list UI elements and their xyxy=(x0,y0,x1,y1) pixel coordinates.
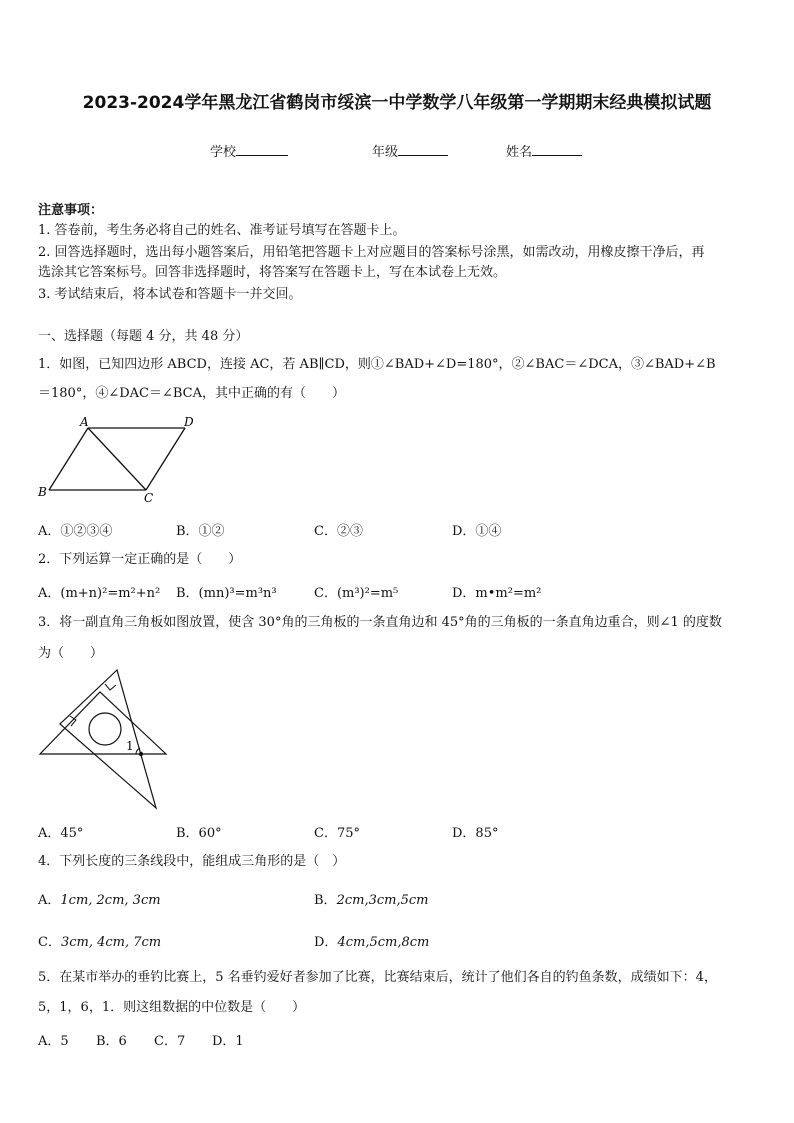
q4-option-b-text: 2cm,3cm,5cm xyxy=(336,893,429,908)
q4-option-c-text: 3cm, 4cm, 7cm xyxy=(60,935,162,950)
q2-option-b: B．(mn)³=m³n³ xyxy=(176,586,277,601)
q5-option-b: B．6 xyxy=(96,1034,127,1049)
q1-stem-line2: ＝180°，④∠DAC＝∠BCA，其中正确的有（ ） xyxy=(38,386,345,401)
q5-stem-line2: 5，1，6，1．则这组数据的中位数是（ ） xyxy=(38,1000,306,1015)
label-A: A xyxy=(80,415,89,429)
notice-item-3: 3. 考试结束后，将本试卷和答题卡一并交回。 xyxy=(38,287,302,302)
notice-item-2-cont: 选涂其它答案标号。回答非选择题时，将答案写在答题卡上，写在本试卷上无效。 xyxy=(38,265,507,280)
q4-option-c-letter: C． xyxy=(38,935,61,950)
exam-title: 2023-2024学年黑龙江省鹤岗市绥滨一中学数学八年级第一学期期末经典模拟试题 xyxy=(82,93,712,113)
grade-blank xyxy=(398,141,448,156)
school-label: 学校 xyxy=(210,145,237,160)
q1-option-c: C．②③ xyxy=(314,524,363,539)
label-D: D xyxy=(184,415,194,429)
q4-option-d-text: 4cm,5cm,8cm xyxy=(337,935,430,950)
q3-triangle-set-figure xyxy=(30,662,180,812)
notice-item-1-text: 1. 答卷前，考生务必将自己的姓名、准考证号填写在答题卡上。 xyxy=(38,223,406,238)
q4-option-b-letter: B． xyxy=(314,893,337,908)
q5-option-c: C．7 xyxy=(154,1034,186,1049)
q3-option-b: B．60° xyxy=(176,826,222,841)
q2-option-c: C．(m³)²=m⁵ xyxy=(314,586,399,601)
section-heading: 一、选择题（每题 4 分，共 48 分） xyxy=(38,329,249,344)
angle-1-label: 1 xyxy=(126,739,134,753)
q4-option-a-text: 1cm, 2cm, 3cm xyxy=(60,893,161,908)
q3-stem-line1: 3．将一副直角三角板如图放置，使含 30°角的三角板的一条直角边和 45°角的三角板的一条直角边重合，则∠1 的度数 xyxy=(38,615,722,630)
notice-heading: 注意事项： xyxy=(38,203,104,218)
q1-option-d: D．①④ xyxy=(452,524,502,539)
q4-option-d xyxy=(314,931,429,950)
school-blank xyxy=(236,141,288,156)
q2-stem: 2．下列运算一定正确的是（ ） xyxy=(38,552,242,567)
q4-option-d-letter: D． xyxy=(314,935,338,950)
name-label: 姓名 xyxy=(506,145,533,160)
name-field xyxy=(506,141,582,160)
notice-item-2: 2. 回答选择题时，选出每小题答案后，用铅笔把答题卡上对应题目的答案标号涂黑，如需改动，用橡皮擦干净后，再 xyxy=(38,245,705,260)
q5-option-a: A．5 xyxy=(38,1034,69,1049)
q3-option-a: A．45° xyxy=(38,826,84,841)
q1-option-b: B．①② xyxy=(176,524,225,539)
q4-option-b xyxy=(314,889,428,908)
q1-option-a: A．①②③④ xyxy=(38,524,113,539)
name-blank xyxy=(532,141,582,156)
q5-stem-line1: 5．在某市举办的垂钓比赛上，5 名垂钓爱好者参加了比赛，比赛结束后，统计了他们各自的钓鱼条数，成绩如下：4， xyxy=(38,970,717,985)
grade-label: 年级 xyxy=(372,145,399,160)
notice-item-1 xyxy=(38,222,758,240)
q5-option-d: D．1 xyxy=(212,1034,244,1049)
school-field xyxy=(210,141,288,160)
q2-option-d: D．m•m²=m² xyxy=(452,586,542,601)
q4-option-c xyxy=(38,931,161,950)
q1-parallelogram-figure xyxy=(30,408,210,508)
q4-option-a-letter: A． xyxy=(38,893,61,908)
label-B: B xyxy=(38,485,47,499)
q3-stem-line2: 为（ ） xyxy=(38,646,104,661)
q4-option-a xyxy=(38,889,161,908)
q3-option-d: D．85° xyxy=(452,826,499,841)
student-info-row xyxy=(0,141,794,161)
q4-stem: 4．下列长度的三条线段中，能组成三角形的是（ ） xyxy=(38,854,346,869)
q2-option-a: A．(m+n)²=m²+n² xyxy=(38,586,161,601)
q1-stem-line1: 1．如图，已知四边形 ABCD，连接 AC，若 AB∥CD，则①∠BAD+∠D=180°，②∠BAC＝∠DCA，③∠BAD+∠B xyxy=(38,357,716,372)
q3-option-c: C．75° xyxy=(314,826,360,841)
grade-field xyxy=(372,141,448,160)
label-C: C xyxy=(144,491,154,505)
